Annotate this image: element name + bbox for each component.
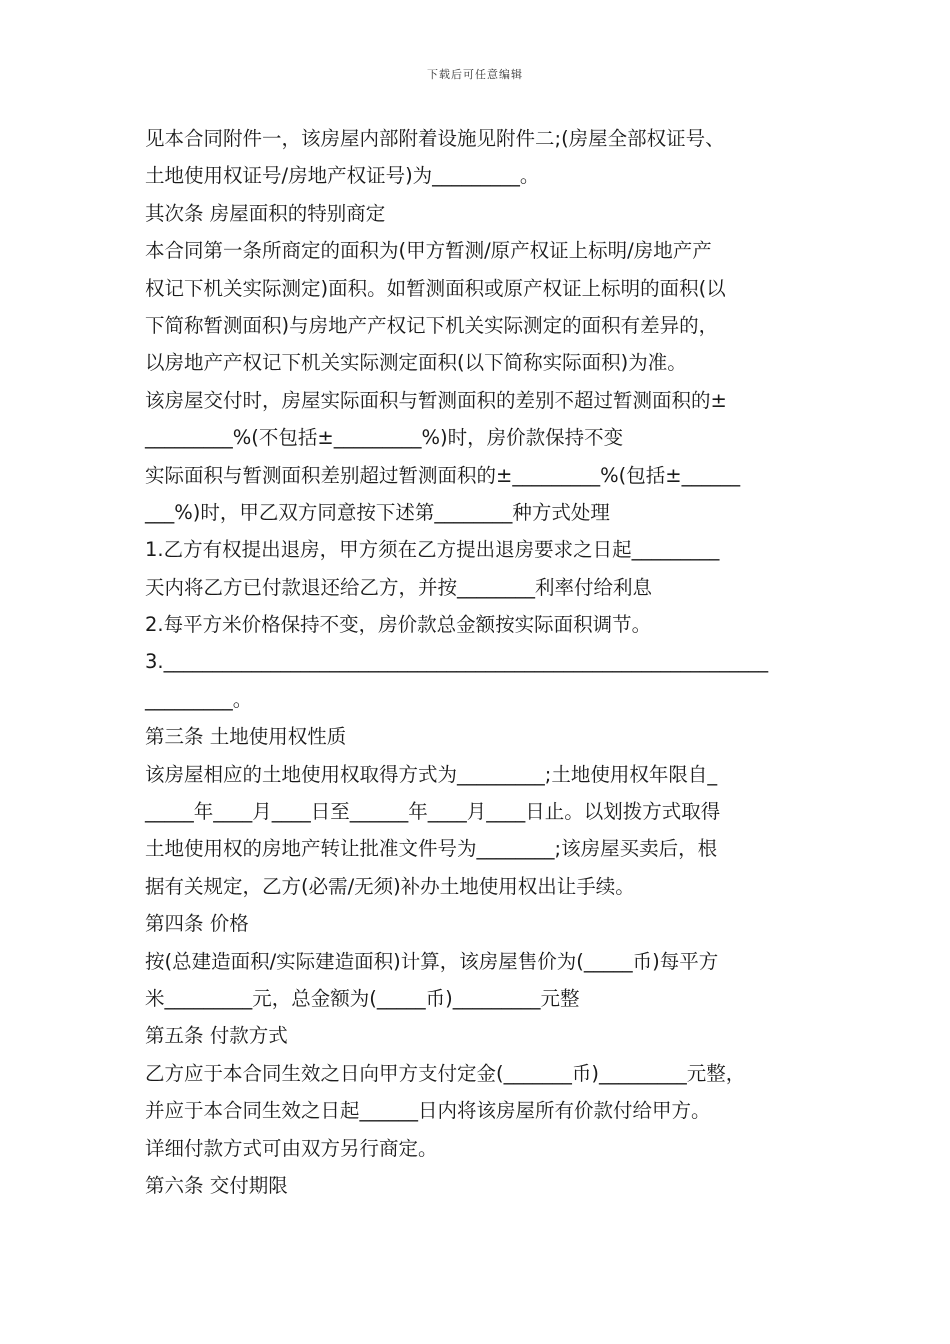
section-heading: 第六条 交付期限 [145,1173,288,1197]
text-line: 天内将乙方已付款退还给乙方，并按________利率付给利息 [145,575,653,599]
page-header: 下载后可任意编辑 [427,68,523,81]
text-line: 米_________元，总金额为(_____币)_________元整 [145,986,580,1010]
text-line: 实际面积与暂测面积差别超过暂测面积的±_________%(包括±______ [145,463,741,487]
section-heading: 第五条 付款方式 [145,1024,288,1048]
text-line: 2.每平方米价格保持不变，房价款总金额按实际面积调节。 [145,613,652,637]
section-heading: 第三条 土地使用权性质 [145,725,347,749]
text-line: 权记下机关实际测定)面积。如暂测面积或原产权证上标明的面积(以 [145,276,726,300]
text-line: 下简称暂测面积)与房地产产权记下机关实际测定的面积有差异的， [145,313,719,337]
text-line: 3.______________________________________________________________ [145,650,769,674]
text-line: 本合同第一条所商定的面积为(甲方暂测/原产权证上标明/房地产产 [145,239,712,263]
text-line: _________%(不包括±_________%)时，房价款保持不变 [145,426,624,450]
section-heading: 第四条 价格 [145,912,249,936]
text-line: 土地使用权的房地产转让批准文件号为________;该房屋买卖后，根 [145,837,718,861]
text-line: 按(总建造面积/实际建造面积)计算，该房屋售价为(_____币)每平方 [145,949,719,973]
text-line: 见本合同附件一，该房屋内部附着设施见附件二;(房屋全部权证号、 [145,127,725,150]
text-line: 以房地产产权记下机关实际测定面积(以下简称实际面积)为准。 [145,351,687,375]
text-line: 土地使用权证号/房地产权证号)为_________。 [145,164,540,188]
text-line: 并应于本合同生效之日起______日内将该房屋所有价款付给甲方。 [145,1099,711,1123]
text-line: 该房屋交付时，房屋实际面积与暂测面积的差别不超过暂测面积的± [145,388,727,412]
text-line: 该房屋相应的土地使用权取得方式为_________;土地使用权年限自_ [145,762,718,786]
text-line: _________。 [145,687,253,711]
text-line: 1.乙方有权提出退房，甲方须在乙方提出退房要求之日起_________ [145,538,720,562]
text-line: _____年____月____日至______年____月____日止。以划拨方式取得 [145,800,721,824]
section-heading: 其次条 房屋面积的特别商定 [145,201,386,225]
document-body [145,120,810,1204]
text-line: 乙方应于本合同生效之日向甲方支付定金(_______币)_________元整， [145,1061,746,1085]
text-line: 据有关规定，乙方(必需/无须)补办土地使用权出让手续。 [145,874,635,898]
text-line: ___%)时，甲乙双方同意按下述第________种方式处理 [145,500,610,524]
text-line: 详细付款方式可由双方另行商定。 [145,1136,438,1160]
